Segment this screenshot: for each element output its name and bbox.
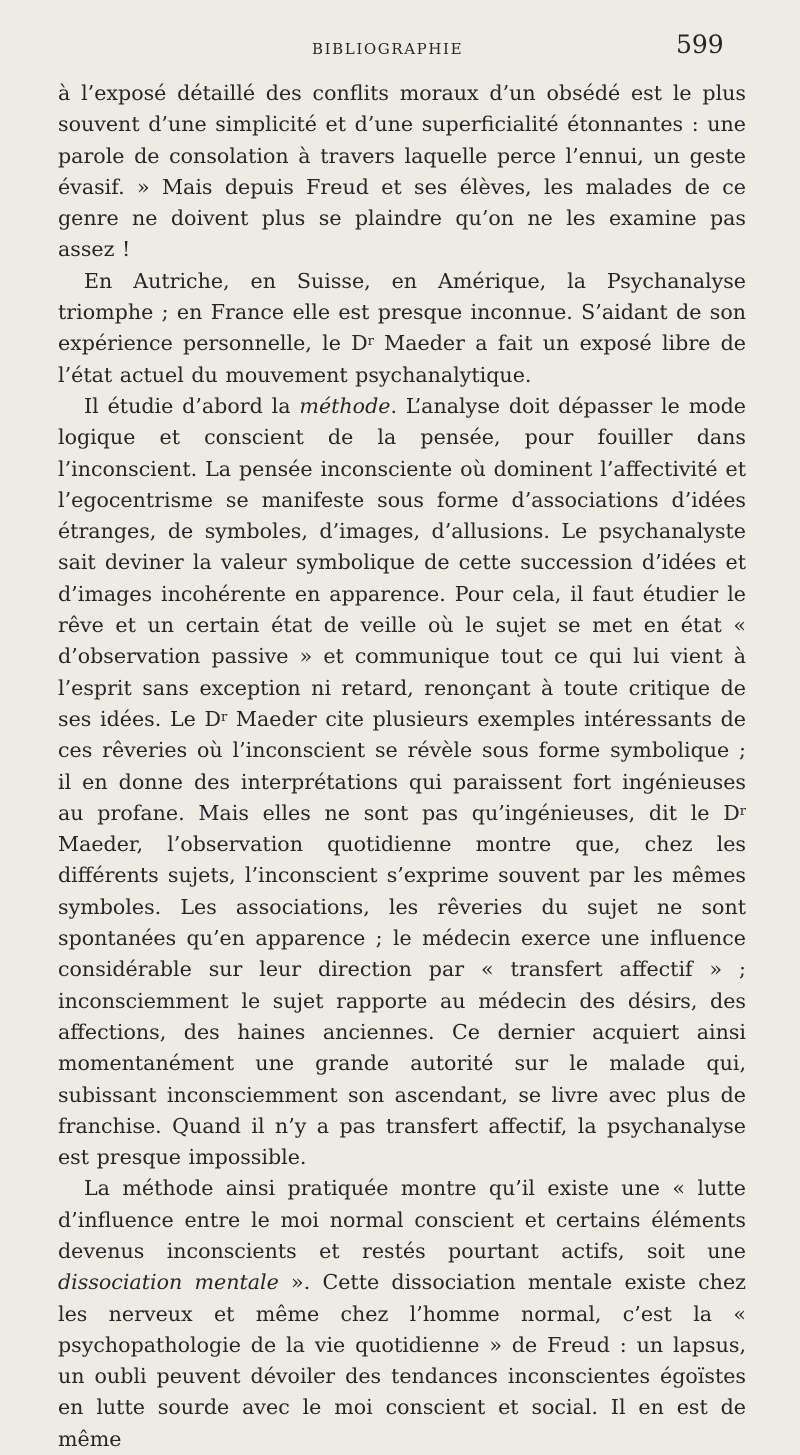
text-run: En Autriche, en Suisse, en Amérique, la Psychanalyse triomphe ; en France elle est presque inconnue. S’aidant de son expérience personnelle, le D	[58, 268, 746, 356]
superscript: r	[221, 709, 228, 725]
page-number: 599	[676, 30, 724, 59]
paragraph	[58, 1173, 746, 1455]
page-header	[0, 28, 800, 68]
text-run: ». Cette dissociation mentale existe chez les nerveux et même chez l’homme normal, c’est la « psychopathologie de la vie quotidienne » de Freud : un lapsus, un oubli peuvent dévoiler des tendances inconscientes égoïstes en lutte sourde avec le moi conscient et social. Il en est de même	[58, 1270, 746, 1451]
superscript: r	[367, 334, 374, 350]
text-run: Il étudie d’abord la	[84, 393, 300, 418]
paragraph	[58, 266, 746, 391]
paragraph	[58, 78, 746, 266]
text-run: Maeder a fait un exposé libre de l’état actuel du mouvement psychanalytique.	[58, 331, 746, 387]
running-head: BIBLIOGRAPHIE	[312, 40, 464, 58]
superscript: r	[739, 803, 746, 819]
text-run: Maeder cite plusieurs exemples intéressants de ces rêveries où l’inconscient se révèle sous forme symbolique ; il en donne des interprétations qui paraissent fort ingénieuses au profane. Mais elles ne sont pas qu’ingénieuses, dit le D	[58, 706, 746, 825]
text-run: à l’exposé détaillé des conflits moraux d’un obsédé est le plus souvent d’une simplicité et d’une superficialité étonnantes : une parole de consolation à travers laquelle perce l’ennui, un geste évasif. » Mais depuis Freud et ses élèves, les malades de ce genre ne doivent plus se plaindre qu’on ne les examine pas assez !	[58, 81, 746, 262]
text-run: . L’analyse doit dépasser le mode logique et conscient de la pensée, pour fouiller dans l’inconscient. La pensée inconsciente où dominent l’affectivité et l’egocentrisme se manifeste sous forme d’associations d’idées étranges, de symboles, d’images, d’allusions. Le psychanalyste sait deviner la valeur symbolique de cette succession d’idées et d’images incohérente en apparence. Pour cela, il faut étudier le rêve et un certain état de veille où le sujet se met en état « d’observation passive » et communique tout ce qui lui vient à l’esprit sans exception ni retard, renonçant à toute critique de ses idées. Le D	[58, 393, 746, 731]
body-text	[58, 78, 746, 1455]
text-run: Maeder, l’observation quotidienne montre que, chez les différents sujets, l’inconscient s’exprime souvent par les mêmes symboles. Les associations, les rêveries du sujet ne sont spontanées qu’en apparence ; le médecin exerce une influence considérable sur leur direction par « transfert affectif » ; inconsciemment le sujet rapporte au médecin des désirs, des affections, des haines anciennes. Ce dernier acquiert ainsi momentanément une grande autorité sur le malade qui, subissant inconsciemment son ascendant, se livre avec plus de franchise. Quand il n’y a pas transfert affectif, la psychanalyse est presque impossible.	[58, 832, 746, 1170]
italic-term: méthode	[299, 393, 391, 418]
text-run: La méthode ainsi pratiquée montre qu’il existe une « lutte d’influence entre le moi normal conscient et certains éléments devenus inconscients et restés pourtant actifs, soit une	[58, 1176, 746, 1263]
paragraph	[58, 391, 746, 1173]
italic-term: dissociation mentale	[58, 1270, 279, 1295]
